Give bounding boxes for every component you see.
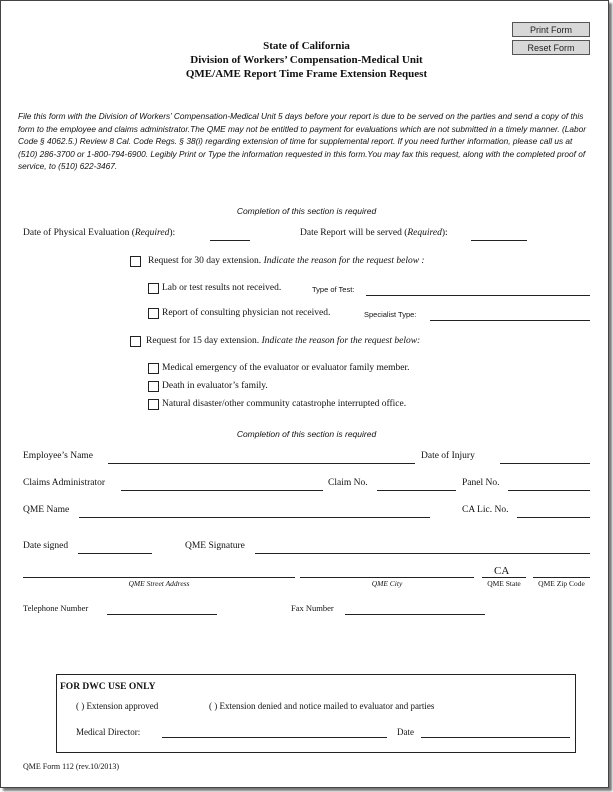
disaster-checkbox[interactable] xyxy=(148,399,159,410)
ca-lic-no-label: CA Lic. No. xyxy=(462,505,509,515)
specialist-type-label: Specialist Type: xyxy=(364,310,417,319)
date-report-served-field[interactable] xyxy=(471,240,527,241)
section2-heading: Completion of this section is required xyxy=(236,429,377,439)
state-value: CA xyxy=(494,565,510,577)
disaster-label: Natural disaster/other community catastrophe interrupted office. xyxy=(162,399,407,409)
medical-director-label: Medical Director: xyxy=(76,727,141,737)
denied-option[interactable]: ( ) Extension denied and notice mailed to evaluator and parties xyxy=(209,701,435,711)
medical-emergency-label: Medical emergency of the evaluator or evaluator family member. xyxy=(162,363,410,373)
dwc-title: FOR DWC USE ONLY xyxy=(60,682,156,692)
zip-caption: QME Zip Code xyxy=(538,579,585,588)
telephone-field[interactable] xyxy=(107,614,217,615)
date-physical-eval-field[interactable] xyxy=(210,240,250,241)
header-form-title: QME/AME Report Time Frame Extension Request xyxy=(185,68,428,80)
ca-lic-no-field[interactable] xyxy=(517,517,590,518)
date-report-served-label: Date Report will be served (Required): xyxy=(300,228,448,238)
reset-form-button[interactable]: Reset Form xyxy=(512,40,590,55)
type-of-test-label: Type of Test: xyxy=(312,285,355,294)
section1-heading: Completion of this section is required xyxy=(236,206,377,216)
specialist-type-field[interactable] xyxy=(430,320,590,321)
claims-admin-label: Claims Administrator xyxy=(23,478,106,488)
qme-name-label: QME Name xyxy=(23,505,70,515)
lab-results-checkbox[interactable] xyxy=(148,283,159,294)
city-field[interactable] xyxy=(300,577,474,578)
panel-no-field[interactable] xyxy=(508,490,590,491)
instructions-text: File this form with the Division of Workers’ Compensation-Medical Unit 5 days before your report is due to be served on the parties and send a copy of this form to the employee and claims administrator.The QME may not be entitled to payment for evaluations which are not submitted in a timely manner. (Labor Code § 4062.5.) Review 8 Cal. Code Regs. § 38(i) regarding extension of time for supplemental report. If you need further information, please call us at (510) 286-3700 or 1-800-794-6900. Legibly Print or Type the information requested in this form.You may fax this request, along with the completed proof of service, to (510) 622-3467. xyxy=(18,111,586,172)
date-physical-eval-label: Date of Physical Evaluation (Required): xyxy=(23,228,176,238)
street-address-caption: QME Street Address xyxy=(128,579,190,588)
claim-no-label: Claim No. xyxy=(328,478,368,488)
medical-emergency-checkbox[interactable] xyxy=(148,363,159,374)
consulting-report-label: Report of consulting physician not received. xyxy=(162,308,331,318)
approved-option[interactable]: ( ) Extension approved xyxy=(76,701,159,711)
date-of-injury-field[interactable] xyxy=(500,463,590,464)
telephone-label: Telephone Number xyxy=(23,603,89,613)
state-caption: QME State xyxy=(487,579,521,588)
print-form-button[interactable]: Print Form xyxy=(512,22,590,37)
dwc-date-field[interactable] xyxy=(421,737,570,738)
header-division: Division of Workers’ Compensation-Medical Unit xyxy=(190,54,423,66)
req30-label: Request for 30 day extension. Indicate the reason for the request below : xyxy=(148,256,425,266)
city-caption: QME City xyxy=(371,579,403,588)
lab-results-label: Lab or test results not received. xyxy=(162,283,282,293)
qme-signature-field[interactable] xyxy=(255,553,590,554)
claims-admin-field[interactable] xyxy=(121,490,323,491)
death-label: Death in evaluator’s family. xyxy=(162,381,268,391)
header-state: State of California xyxy=(263,40,350,52)
qme-name-field[interactable] xyxy=(79,517,430,518)
medical-director-field[interactable] xyxy=(162,737,387,738)
state-field[interactable] xyxy=(482,577,526,578)
panel-no-label: Panel No. xyxy=(462,478,500,488)
employee-name-label: Employee’s Name xyxy=(23,451,93,461)
death-checkbox[interactable] xyxy=(148,381,159,392)
claim-no-field[interactable] xyxy=(377,490,456,491)
street-address-field[interactable] xyxy=(23,577,295,578)
date-signed-label: Date signed xyxy=(23,541,69,551)
date-of-injury-label: Date of Injury xyxy=(421,451,475,461)
req15-checkbox[interactable] xyxy=(130,336,141,347)
consulting-report-checkbox[interactable] xyxy=(148,308,159,319)
dwc-date-label: Date xyxy=(397,727,414,737)
req15-label: Request for 15 day extension. Indicate the reason for the request below: xyxy=(146,336,421,346)
zip-field[interactable] xyxy=(533,577,590,578)
employee-name-field[interactable] xyxy=(108,463,415,464)
fax-label: Fax Number xyxy=(291,603,334,613)
fax-field[interactable] xyxy=(345,614,485,615)
req30-checkbox[interactable] xyxy=(130,256,141,267)
qme-signature-label: QME Signature xyxy=(185,541,245,551)
form-footer: QME Form 112 (rev.10/2013) xyxy=(23,762,120,771)
date-signed-field[interactable] xyxy=(78,553,152,554)
type-of-test-field[interactable] xyxy=(366,295,590,296)
